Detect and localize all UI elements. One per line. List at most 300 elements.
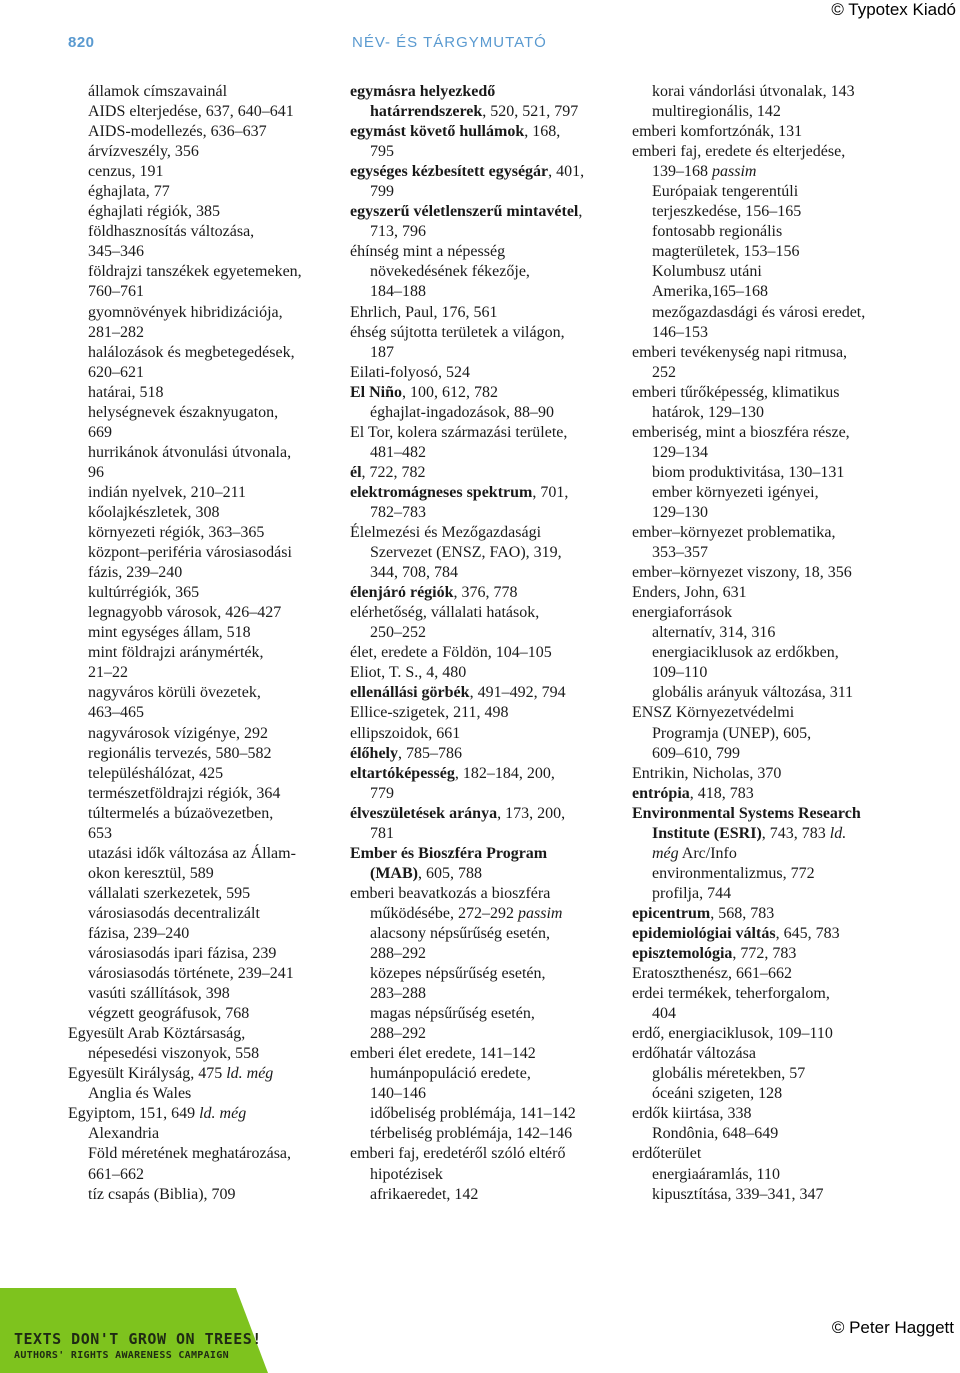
index-subentry [632, 844, 932, 864]
index-text: kultúrrégiók, 365 [88, 584, 200, 602]
index-entry [350, 643, 622, 663]
index-text: Ember és Bioszféra Program [350, 844, 548, 862]
index-text: államok címszavainál [88, 83, 228, 100]
index-text: 781 [370, 824, 394, 842]
index-text: 782–783 [370, 503, 426, 521]
index-text: legnagyobb városok, 426–427 [88, 604, 282, 622]
index-subentry [350, 443, 622, 463]
index-text: (MAB) [370, 864, 418, 882]
index-text: 463–465 [88, 704, 144, 722]
index-entry [632, 784, 932, 804]
index-entry [350, 703, 622, 723]
index-subentry [632, 82, 932, 102]
index-entry [350, 122, 622, 142]
index-subentry [68, 543, 340, 563]
index-subentry [68, 363, 340, 383]
index-subentry [632, 102, 932, 122]
index-text: eltartóképesség [350, 764, 455, 782]
index-text: mint földrajzi aránymérték, [88, 644, 264, 662]
index-text: kipusztítása, 339–341, 347 [652, 1185, 824, 1203]
index-subentry [350, 1024, 622, 1044]
index-entry [350, 363, 622, 383]
index-text: 661–662 [88, 1165, 144, 1183]
index-subentry [68, 82, 340, 102]
index-text: 345–346 [88, 243, 144, 261]
index-text: afrikaeredet, 142 [370, 1185, 479, 1203]
index-text: éhínség mint a népesség [350, 243, 506, 261]
index-subentry [68, 744, 340, 764]
index-text: Programja (UNEP), 605, [652, 724, 812, 742]
index-subentry [632, 242, 932, 262]
index-subentry [68, 483, 340, 503]
index-text: Ehrlich, Paul, 176, 561 [350, 303, 498, 321]
index-subentry [68, 964, 340, 984]
index-text: magterületek, 153–156 [652, 243, 800, 261]
index-text: entrópia [632, 784, 690, 802]
index-text: működésébe, 272–292 [370, 904, 518, 922]
index-text: terjeszkedése, 156–165 [652, 203, 802, 221]
index-entry [632, 1144, 932, 1164]
copyright-watermark-bottom: © Peter Haggett [831, 1318, 954, 1337]
index-entry [632, 703, 932, 723]
index-text: 779 [370, 784, 394, 802]
index-subentry [350, 102, 622, 122]
index-subentry [632, 1185, 932, 1205]
index-subentry [632, 623, 932, 643]
index-text: Szervezet (ENSZ, FAO), 319, [370, 544, 562, 562]
index-subentry [68, 1185, 340, 1205]
index-entry [632, 804, 932, 824]
index-subentry [68, 703, 340, 723]
index-subentry [68, 864, 340, 884]
index-text: Egyesült Arab Köztársaság, [68, 1025, 246, 1043]
index-subentry [632, 202, 932, 222]
index-entry [632, 1024, 932, 1044]
index-subentry [350, 282, 622, 302]
index-text: ember–környezet viszony, 18, 356 [632, 564, 852, 582]
index-subentry [68, 383, 340, 403]
index-subentry [632, 643, 932, 663]
index-text: földrajzi tanszékek egyetemeken, [88, 263, 302, 281]
index-text: ember–környezet problematika, [632, 524, 836, 542]
index-subentry [350, 1104, 622, 1124]
index-text: emberiség, mint a bioszféra része, [632, 423, 850, 441]
index-entry [632, 583, 932, 603]
index-subentry [68, 804, 340, 824]
index-subentry [350, 262, 622, 282]
index-text: Enders, John, 631 [632, 584, 747, 602]
index-subentry [68, 182, 340, 202]
index-text: természetföldrajzi régiók, 364 [88, 784, 281, 802]
index-subentry [68, 122, 340, 142]
index-text: Ellice-szigetek, 211, 498 [350, 704, 509, 722]
index-subentry [632, 724, 932, 744]
index-text: ellenállási görbék [350, 684, 470, 702]
index-text: energiaáramlás, 110 [652, 1165, 780, 1183]
index-entry [350, 1044, 622, 1064]
index-text: egymást követő hullámok [350, 123, 525, 141]
index-subentry [68, 162, 340, 182]
index-text: helységnevek északnyugaton, [88, 403, 279, 421]
index-text: environmentalizmus, 772 [652, 864, 815, 882]
index-entry [350, 202, 622, 222]
index-text: 760–761 [88, 283, 144, 301]
index-text: Eratoszthenész, 661–662 [632, 965, 792, 983]
index-subentry [350, 784, 622, 804]
index-subentry [632, 543, 932, 563]
index-text: epidemiológiai váltás [632, 924, 776, 942]
index-text: Európaiak tengerentúli [652, 183, 799, 201]
index-column-3 [632, 82, 932, 1205]
index-entry [632, 924, 932, 944]
index-text: Eilati-folyosó, 524 [350, 363, 470, 381]
index-text: , 520, 521, 797 [482, 103, 579, 121]
index-text: okon keresztül, 589 [88, 864, 214, 882]
index-text: 146–153 [652, 323, 708, 341]
index-text: , 168, [524, 123, 561, 141]
index-entry [632, 764, 932, 784]
index-subentry [350, 944, 622, 964]
index-subentry [350, 904, 622, 924]
index-subentry [68, 944, 340, 964]
index-subentry [350, 543, 622, 563]
index-text: fázis, 239–240 [88, 564, 183, 582]
index-subentry [350, 1004, 622, 1024]
index-text: erdő, energiaciklusok, 109–110 [632, 1025, 833, 1043]
index-entry [350, 323, 622, 343]
index-text: cenzus, 191 [88, 163, 164, 181]
index-entry [350, 303, 622, 323]
index-subentry [632, 403, 932, 423]
index-subentry [68, 1044, 340, 1064]
index-text: 187 [370, 343, 394, 361]
index-text: 620–621 [88, 363, 144, 381]
index-text: Institute (ESRI) [652, 824, 762, 842]
index-text: Egyiptom, 151, 649 [68, 1105, 200, 1123]
index-text: , 722, 782 [361, 463, 426, 481]
index-text: ember környezeti igényei, [652, 483, 819, 501]
index-text: vasúti szállítások, 398 [88, 985, 230, 1003]
index-text: , 701, [532, 483, 569, 501]
index-subentry [632, 1124, 932, 1144]
index-subentry [68, 423, 340, 443]
index-text: éghajlat-ingadozások, 88–90 [370, 403, 554, 421]
index-subentry [632, 443, 932, 463]
index-text: környezeti régiók, 363–365 [88, 524, 265, 542]
index-subentry [68, 1084, 340, 1104]
index-text: , 100, 612, 782 [402, 383, 499, 401]
index-text: nagyvárosok vízigénye, 292 [88, 724, 268, 742]
index-text: humánpopuláció eredete, [370, 1065, 531, 1083]
campaign-banner-subtitle: AUTHORS' RIGHTS AWARENESS CAMPAIGN [14, 1350, 229, 1361]
index-entry [350, 884, 622, 904]
index-subentry [68, 643, 340, 663]
index-text: , [578, 203, 583, 221]
index-text: tíz csapás (Biblia), 709 [88, 1185, 236, 1203]
index-entry [632, 603, 932, 623]
index-text: profilja, 744 [652, 884, 732, 902]
index-entry [632, 343, 932, 363]
index-subentry [68, 1004, 340, 1024]
index-subentry [350, 503, 622, 523]
index-text: egyszerű véletlenszerű mintavétel [350, 203, 579, 221]
index-text: , 645, 783 [775, 924, 840, 942]
index-subentry [68, 282, 340, 302]
index-entry [350, 764, 622, 784]
index-text: ENSZ Környezetvédelmi [632, 704, 795, 722]
index-entry [350, 663, 622, 683]
index-subentry [68, 844, 340, 864]
index-text: élőhely [350, 744, 398, 762]
index-text: energiaciklusok az erdőkben, [652, 644, 839, 662]
index-text: 288–292 [370, 945, 426, 963]
index-entry [350, 523, 622, 543]
index-subentry [68, 984, 340, 1004]
index-text: Föld méretének meghatározása, [88, 1145, 292, 1163]
index-entry [632, 1104, 932, 1124]
index-subentry [68, 102, 340, 122]
index-text: óceáni szigeten, 128 [652, 1085, 783, 1103]
index-subentry [350, 182, 622, 202]
index-text: térbeliség problémája, 142–146 [370, 1125, 573, 1143]
index-text: , 418, 783 [689, 784, 754, 802]
index-text: egységes kézbesített egységár [350, 163, 549, 181]
index-subentry [68, 824, 340, 844]
index-text: vállalati szerkezetek, 595 [88, 884, 251, 902]
index-text: alacsony népsűrűség esetén, [370, 924, 550, 942]
index-text: Amerika,165–168 [652, 283, 768, 301]
index-subentry [68, 663, 340, 683]
index-text: végzett geográfusok, 768 [88, 1005, 250, 1023]
index-subentry [632, 864, 932, 884]
index-subentry [632, 884, 932, 904]
index-text: emberi tevékenység napi ritmusa, [632, 343, 848, 361]
index-entry [350, 583, 622, 603]
index-text: El Niño [350, 383, 403, 401]
index-subentry [632, 483, 932, 503]
index-text: Entrikin, Nicholas, 370 [632, 764, 782, 782]
index-subentry [350, 1064, 622, 1084]
index-text: emberi faj, eredete és elterjedése, [632, 143, 846, 161]
index-entry [350, 603, 622, 623]
index-entry [68, 1104, 340, 1124]
index-entry [350, 82, 622, 102]
index-text: emberi faj, eredetéről szóló eltérő [350, 1145, 566, 1163]
index-text: Élelmezési és Mezőgazdasági [350, 524, 542, 542]
index-text: 129–130 [652, 503, 708, 521]
index-entry [632, 964, 932, 984]
index-entry [68, 1064, 340, 1084]
index-text: 96 [88, 463, 104, 481]
index-text: ld. még [199, 1105, 247, 1123]
index-text: mint egységes állam, 518 [88, 624, 251, 642]
index-subentry [350, 984, 622, 1004]
index-text: Egyesült Királyság, 475 [68, 1065, 227, 1083]
index-subentry [632, 683, 932, 703]
index-entry [350, 483, 622, 503]
index-text: energiaforrások [632, 604, 733, 622]
index-subentry [632, 182, 932, 202]
index-subentry [350, 1185, 622, 1205]
index-text: egymásra helyezkedő [350, 83, 496, 100]
index-text: 109–110 [652, 664, 708, 682]
index-subentry [632, 463, 932, 483]
index-text: földhasznosítás változása, [88, 223, 255, 241]
index-text: , 785–786 [398, 744, 462, 762]
index-text: halálozások és megbetegedések, [88, 343, 295, 361]
index-text: Anglia és Wales [88, 1085, 192, 1103]
index-entry [632, 944, 932, 964]
index-subentry [350, 864, 622, 884]
index-text: 252 [652, 363, 676, 381]
index-text: hipotézisek [370, 1165, 443, 1183]
index-text: , 605, 788 [417, 864, 482, 882]
index-subentry [350, 1124, 622, 1144]
index-text: településhálózat, 425 [88, 764, 224, 782]
index-text: utazási idők változása az Állam- [88, 844, 296, 862]
index-subentry [68, 683, 340, 703]
index-subentry [68, 523, 340, 543]
index-text: 799 [370, 183, 394, 201]
index-text: alternatív, 314, 316 [652, 624, 776, 642]
index-subentry [632, 744, 932, 764]
index-text: határok, 129–130 [652, 403, 764, 421]
index-text: 713, 796 [370, 223, 426, 241]
index-entry [350, 724, 622, 744]
index-text: árvízveszély, 356 [88, 143, 199, 161]
index-text: AIDS-modellezés, 636–637 [88, 123, 267, 141]
index-text: 481–482 [370, 443, 426, 461]
index-subentry [68, 724, 340, 744]
index-text: , 568, 783 [710, 904, 775, 922]
index-entry [632, 383, 932, 403]
index-text: , 491–492, 794 [469, 684, 566, 702]
index-text: El Tor, kolera származási területe, [350, 423, 568, 441]
index-subentry [68, 142, 340, 162]
index-subentry [632, 222, 932, 242]
index-entry [632, 122, 932, 142]
index-text: ld. [829, 824, 847, 842]
index-subentry [350, 1084, 622, 1104]
index-text: élveszületések aránya [350, 804, 498, 822]
index-text: 344, 708, 784 [370, 564, 458, 582]
index-text: elektromágneses spektrum [350, 483, 533, 501]
index-subentry [350, 623, 622, 643]
index-subentry [68, 463, 340, 483]
index-column-1 [68, 82, 340, 1205]
index-text: erdei termékek, teherforgalom, [632, 985, 830, 1003]
index-entry [350, 1144, 622, 1164]
index-text: 139–168 [652, 163, 712, 181]
index-text: 653 [88, 824, 112, 842]
index-text: közepes népsűrűség esetén, [370, 965, 546, 983]
index-subentry [68, 503, 340, 523]
index-text: , 772, 783 [732, 945, 797, 963]
index-text: regionális tervezés, 580–582 [88, 744, 272, 762]
index-text: 21–22 [88, 664, 128, 682]
index-text: emberi tűrőképesség, klimatikus [632, 383, 840, 401]
index-text: határrendszerek [370, 103, 483, 121]
index-text: , 401, [548, 163, 585, 181]
index-text: elérhetőség, vállalati hatások, [350, 604, 540, 622]
index-subentry [68, 1124, 340, 1144]
index-subentry [632, 323, 932, 343]
index-text: 795 [370, 143, 394, 161]
index-text: Eliot, T. S., 4, 480 [350, 664, 467, 682]
index-subentry [632, 162, 932, 182]
index-text: városiasodás története, 239–241 [88, 965, 294, 983]
index-text: globális arányuk változása, 311 [652, 684, 854, 702]
index-text: 288–292 [370, 1025, 426, 1043]
index-text: élenjáró régiók [350, 584, 454, 602]
index-subentry [68, 884, 340, 904]
index-subentry [632, 1004, 932, 1024]
index-entry [350, 423, 622, 443]
index-entry [350, 383, 622, 403]
index-subentry [350, 403, 622, 423]
index-subentry [350, 964, 622, 984]
index-entry [632, 904, 932, 924]
index-subentry [632, 262, 932, 282]
index-text: emberi élet eredete, 141–142 [350, 1045, 536, 1063]
index-entry [632, 423, 932, 443]
index-text: 281–282 [88, 323, 144, 341]
index-subentry [68, 904, 340, 924]
index-text: emberi komfortzónák, 131 [632, 123, 803, 141]
index-text: Arc/Info [678, 844, 737, 862]
index-text: passim [712, 163, 757, 181]
index-text: él [350, 463, 362, 481]
index-entry [68, 1024, 340, 1044]
index-text: Environmental Systems Research [632, 804, 861, 822]
index-subentry [350, 142, 622, 162]
index-subentry [68, 1165, 340, 1185]
index-text: 184–188 [370, 283, 426, 301]
index-entry [632, 523, 932, 543]
index-text: , 376, 778 [453, 584, 518, 602]
index-text: fontosabb regionális [652, 223, 783, 241]
index-subentry [632, 1064, 932, 1084]
index-text: Rondônia, 648–649 [652, 1125, 779, 1143]
index-text: fázisa, 239–240 [88, 924, 190, 942]
index-subentry [68, 262, 340, 282]
index-text: magas népsűrűség esetén, [370, 1005, 535, 1023]
campaign-banner-slogan: TEXTS DON'T GROW ON TREES! [14, 1330, 262, 1348]
index-text: élet, eredete a Földön, 104–105 [350, 644, 552, 662]
index-subentry [632, 824, 932, 844]
index-text: indián nyelvek, 210–211 [88, 483, 247, 501]
index-text: ld. még [226, 1065, 274, 1083]
index-subentry [68, 242, 340, 262]
index-text: globális méretekben, 57 [652, 1065, 806, 1083]
running-header-title: NÉV- ÉS TÁRGYMUTATÓ [352, 34, 547, 51]
index-subentry [68, 202, 340, 222]
index-text: túltermelés a búzaövezetben, [88, 804, 274, 822]
index-text: biom produktivitása, 130–131 [652, 463, 845, 481]
index-text: időbeliség problémája, 141–142 [370, 1105, 576, 1123]
index-entry [350, 844, 622, 864]
index-text: epicentrum [632, 904, 711, 922]
index-entry [632, 984, 932, 1004]
index-entry [350, 804, 622, 824]
index-text: határai, 518 [88, 383, 164, 401]
index-subentry [632, 503, 932, 523]
index-subentry [68, 1144, 340, 1164]
index-text: 250–252 [370, 624, 426, 642]
index-subentry [350, 824, 622, 844]
index-text: gyomnövények hibridizációja, [88, 303, 283, 321]
index-text: erdőhatár változása [632, 1045, 756, 1063]
